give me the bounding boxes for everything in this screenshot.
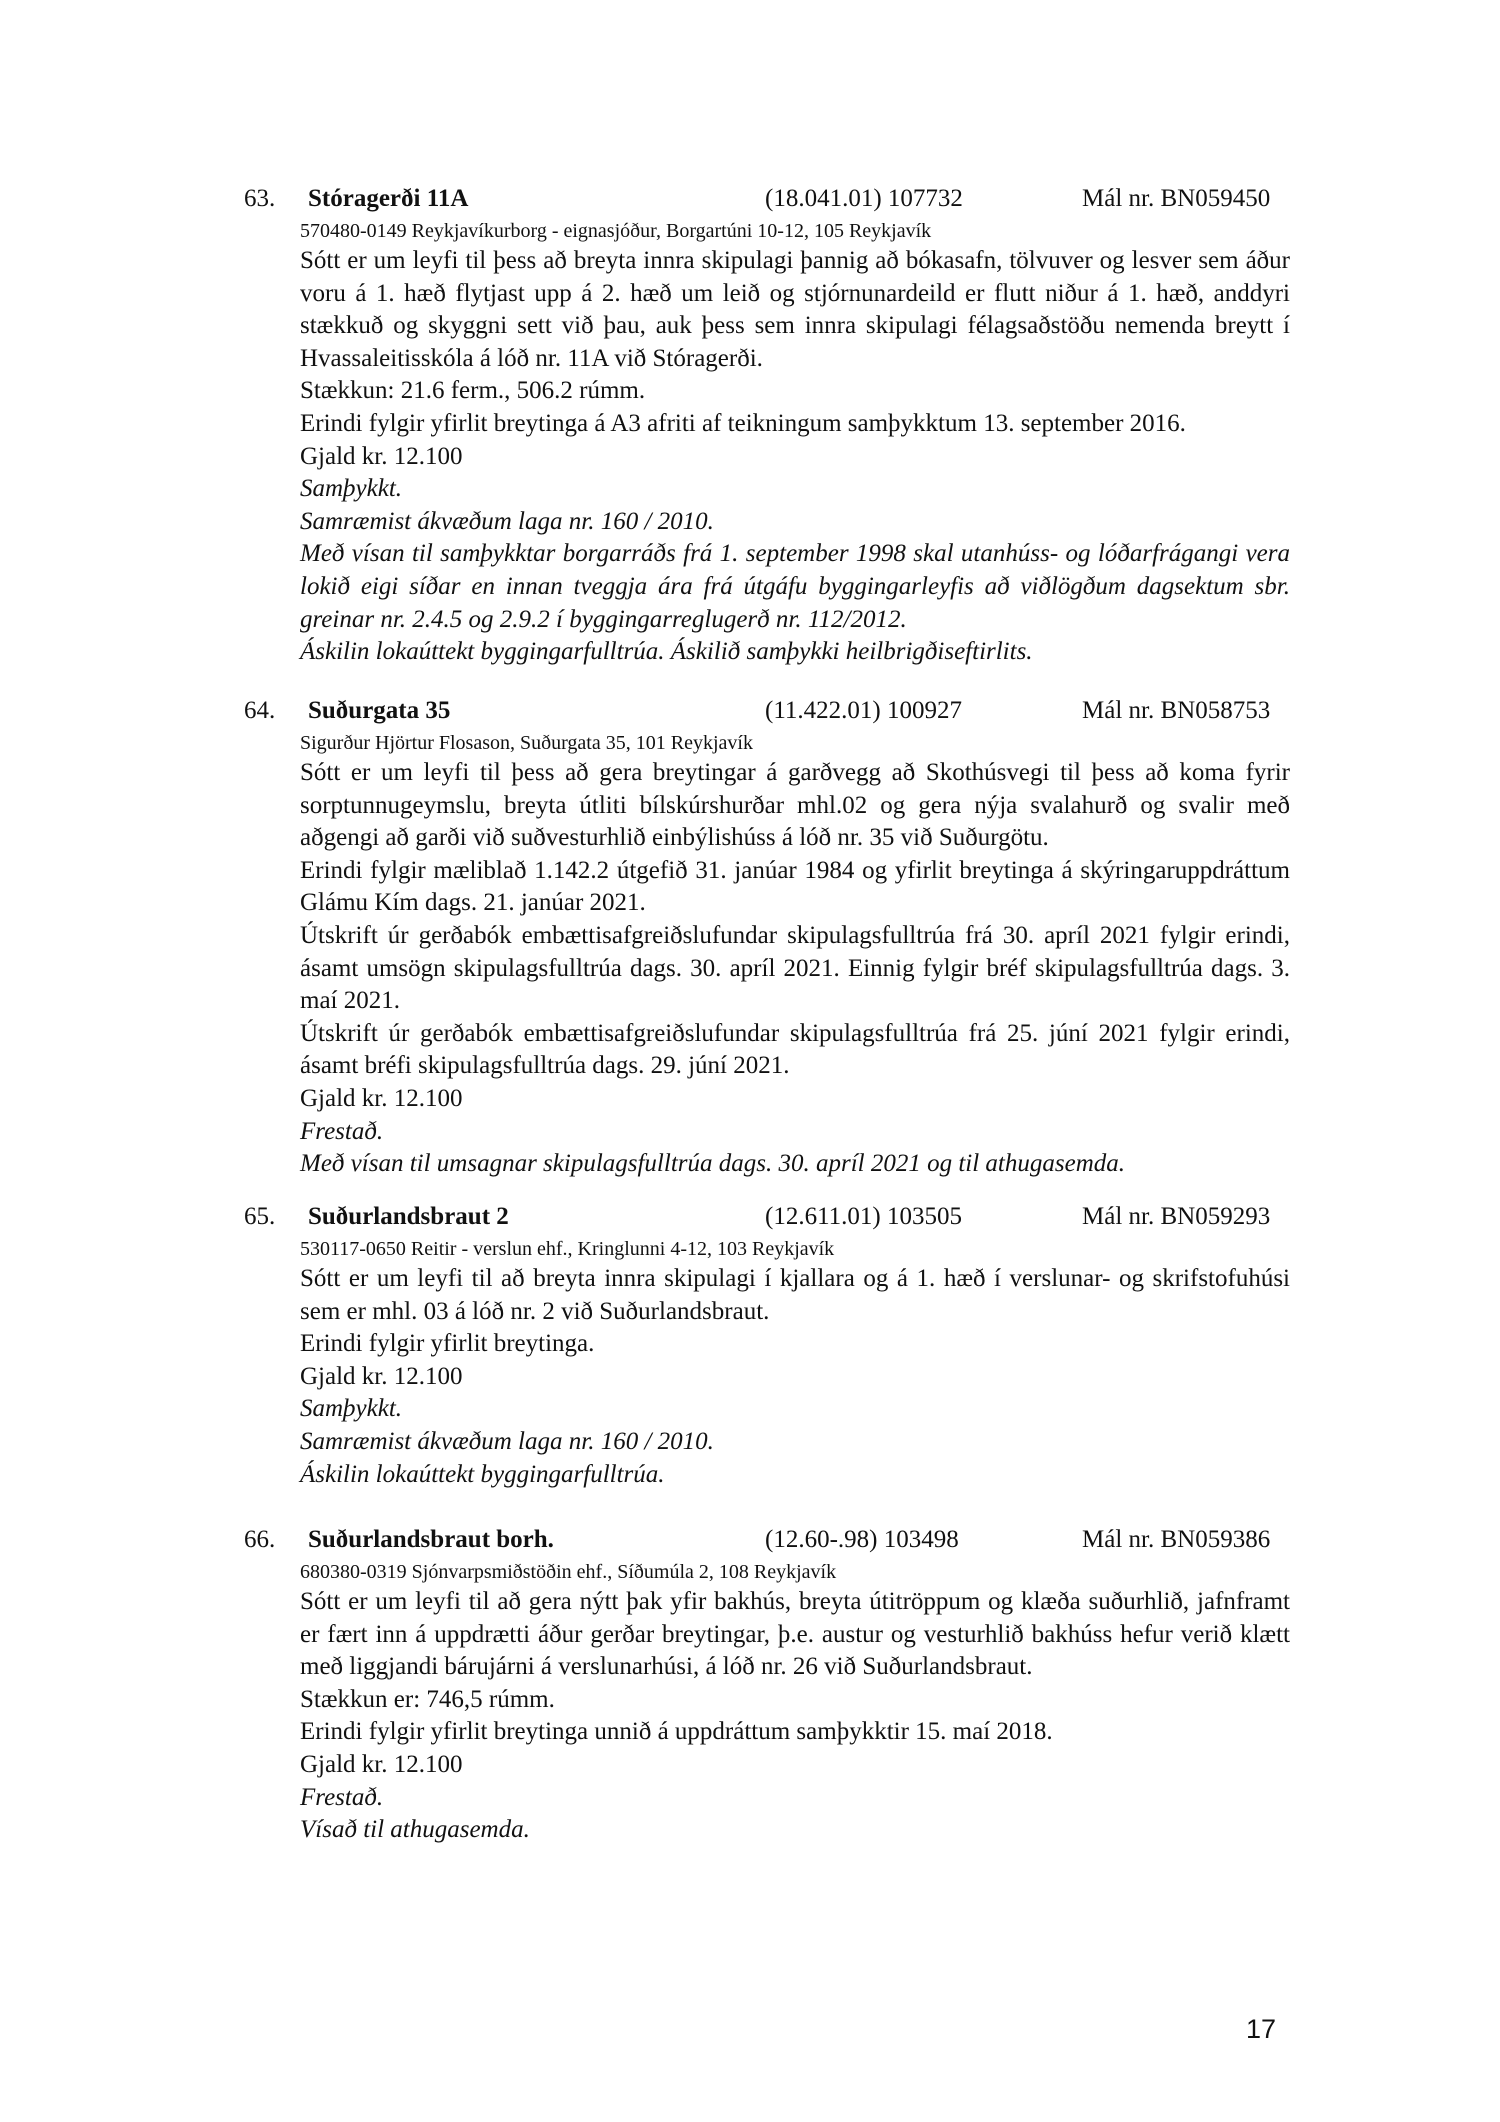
application-body: Sótt er um leyfi til þess að gera breytingar á garðvegg að Skothúsvegi til þess að koma fyrir sorptunnugeymslu, breyta útliti bílskúrshurðar mhl.02 og gera nýja svalahurð og svalir með aðgengi að garði við suðvesturhlið einbýlishúss á lóð nr. 35 við Suðurgötu. bbox=[300, 759, 1290, 852]
case-number: Mál nr. BN058753 bbox=[1082, 697, 1271, 724]
page-number: 17 bbox=[1246, 2014, 1277, 2044]
entry-address: Suðurlandsbraut 2 bbox=[308, 1203, 509, 1230]
application-body: Sótt er um leyfi til að gera nýtt þak yfir bakhús, breyta útitröppum og klæða suðurhlið, jafnframt er fært inn á uppdrætti áður gerðar breytingar, þ.e. austur og vesturhlið bakhúss hefur verið klætt með liggjandi bárujárni á verslunarhúsi, á lóð nr. 26 við Suðurlandsbraut. bbox=[300, 1588, 1290, 1681]
applicant: 680380-0319 Sjónvarpsmiðstöðin ehf., Síðumúla 2, 108 Reykjavík bbox=[300, 1561, 837, 1583]
decision: Samþykkt. bbox=[300, 1395, 403, 1423]
entry-header bbox=[0, 1522, 1500, 1558]
land-number: (11.422.01) 100927 bbox=[765, 697, 962, 724]
note: Áskilin lokaúttekt byggingarfulltrúa. bbox=[300, 1460, 665, 1488]
attachment: Erindi fylgir yfirlit breytinga á A3 afriti af teikningum samþykktum 13. september 2016. bbox=[300, 409, 1186, 437]
note: Vísað til athugasemda. bbox=[300, 1816, 530, 1844]
entry-header bbox=[0, 693, 1500, 729]
entry-number: 65. bbox=[244, 1203, 276, 1230]
land-number: (18.041.01) 107732 bbox=[765, 185, 963, 212]
applicant: Sigurður Hjörtur Flosason, Suðurgata 35, 101 Reykjavík bbox=[300, 732, 753, 754]
case-entry-66 bbox=[0, 1522, 1500, 1847]
case-entry-64 bbox=[0, 693, 1500, 1181]
case-number: Mál nr. BN059293 bbox=[1082, 1203, 1271, 1230]
fee: Gjald kr. 12.100 bbox=[300, 1750, 463, 1778]
decision: Frestað. bbox=[300, 1117, 384, 1145]
case-number: Mál nr. BN059450 bbox=[1082, 185, 1271, 212]
entry-number: 64. bbox=[244, 697, 276, 724]
entry-address: Suðurlandsbraut borh. bbox=[308, 1526, 554, 1553]
case-number: Mál nr. BN059386 bbox=[1082, 1526, 1271, 1553]
attachment: Erindi fylgir yfirlit breytinga. bbox=[300, 1330, 595, 1358]
note: Með vísan til umsagnar skipulagsfulltrúa dags. 30. apríl 2021 og til athugasemda. bbox=[300, 1150, 1126, 1178]
fee: Gjald kr. 12.100 bbox=[300, 442, 463, 470]
entry-number: 66. bbox=[244, 1526, 276, 1553]
note: Samræmist ákvæðum laga nr. 160 / 2010. bbox=[300, 507, 714, 535]
case-entry-63 bbox=[0, 181, 1500, 669]
entry-number: 63. bbox=[244, 185, 276, 212]
application-body: Sótt er um leyfi til þess að breyta innra skipulagi þannig að bókasafn, tölvuver og lesver sem áður voru á 1. hæð flytjast upp á 2. hæð um leið og stjórnunardeild er flutt niður á 1. hæð, anddyri stækkuð og skyggni sett við þau, auk þess sem innra skipulagi félagsaðstöðu nemenda breytt í Hvassaleitisskóla á lóð nr. 11A við Stóragerði. bbox=[300, 247, 1290, 372]
entry-address: Stóragerði 11A bbox=[308, 185, 469, 212]
expansion: Stækkun: 21.6 ferm., 506.2 rúmm. bbox=[300, 377, 646, 405]
application-body: Sótt er um leyfi til að breyta innra skipulagi í kjallara og á 1. hæð í verslunar- og skrifstofuhúsi sem er mhl. 03 á lóð nr. 2 við Suðurlandsbraut. bbox=[300, 1265, 1290, 1325]
case-entry-65 bbox=[0, 1199, 1500, 1491]
applicant: 530117-0650 Reitir - verslun ehf., Kringlunni 4-12, 103 Reykjavík bbox=[300, 1238, 835, 1260]
decision: Samþykkt. bbox=[300, 475, 403, 503]
decision: Frestað. bbox=[300, 1783, 384, 1811]
attachment: Erindi fylgir yfirlit breytinga unnið á uppdráttum samþykktir 15. maí 2018. bbox=[300, 1718, 1053, 1746]
extract: Útskrift úr gerðabók embættisafgreiðslufundar skipulagsfulltrúa frá 30. apríl 2021 fylgir erindi, ásamt umsögn skipulagsfulltrúa dags. 30. apríl 2021. Einnig fylgir bréf skipulagsfulltrúa dags. 3. maí 2021. bbox=[300, 921, 1290, 1015]
land-number: (12.611.01) 103505 bbox=[765, 1203, 962, 1230]
fee: Gjald kr. 12.100 bbox=[300, 1084, 463, 1112]
entry-header bbox=[0, 1199, 1500, 1235]
extract: Útskrift úr gerðabók embættisafgreiðslufundar skipulagsfulltrúa frá 25. júní 2021 fylgir erindi, ásamt bréfi skipulagsfulltrúa dags. 29. júní 2021. bbox=[300, 1019, 1290, 1080]
note: Áskilin lokaúttekt byggingarfulltrúa. Áskilið samþykki heilbrigðiseftirlits. bbox=[300, 638, 1033, 666]
entry-address: Suðurgata 35 bbox=[308, 697, 451, 724]
fee: Gjald kr. 12.100 bbox=[300, 1362, 463, 1390]
applicant: 570480-0149 Reykjavíkurborg - eignasjóður, Borgartúni 10-12, 105 Reykjavík bbox=[300, 220, 932, 242]
land-number: (12.60-.98) 103498 bbox=[765, 1526, 959, 1553]
expansion: Stækkun er: 746,5 rúmm. bbox=[300, 1685, 555, 1713]
attachment: Erindi fylgir mæliblað 1.142.2 útgefið 31. janúar 1984 og yfirlit breytinga á skýringaruppdráttum Glámu Kím dags. 21. janúar 2021. bbox=[300, 856, 1290, 917]
entry-header bbox=[0, 181, 1500, 217]
note: Með vísan til samþykktar borgarráðs frá 1. september 1998 skal utanhúss- og lóðarfrágangi vera lokið eigi síðar en innan tveggja ára frá útgáfu byggingarleyfis að viðlögðum dagsektum sbr. greinar nr. 2.4.5 og 2.9.2 í byggingarreglugerð nr. 112/2012. bbox=[300, 540, 1290, 633]
note: Samræmist ákvæðum laga nr. 160 / 2010. bbox=[300, 1427, 714, 1455]
